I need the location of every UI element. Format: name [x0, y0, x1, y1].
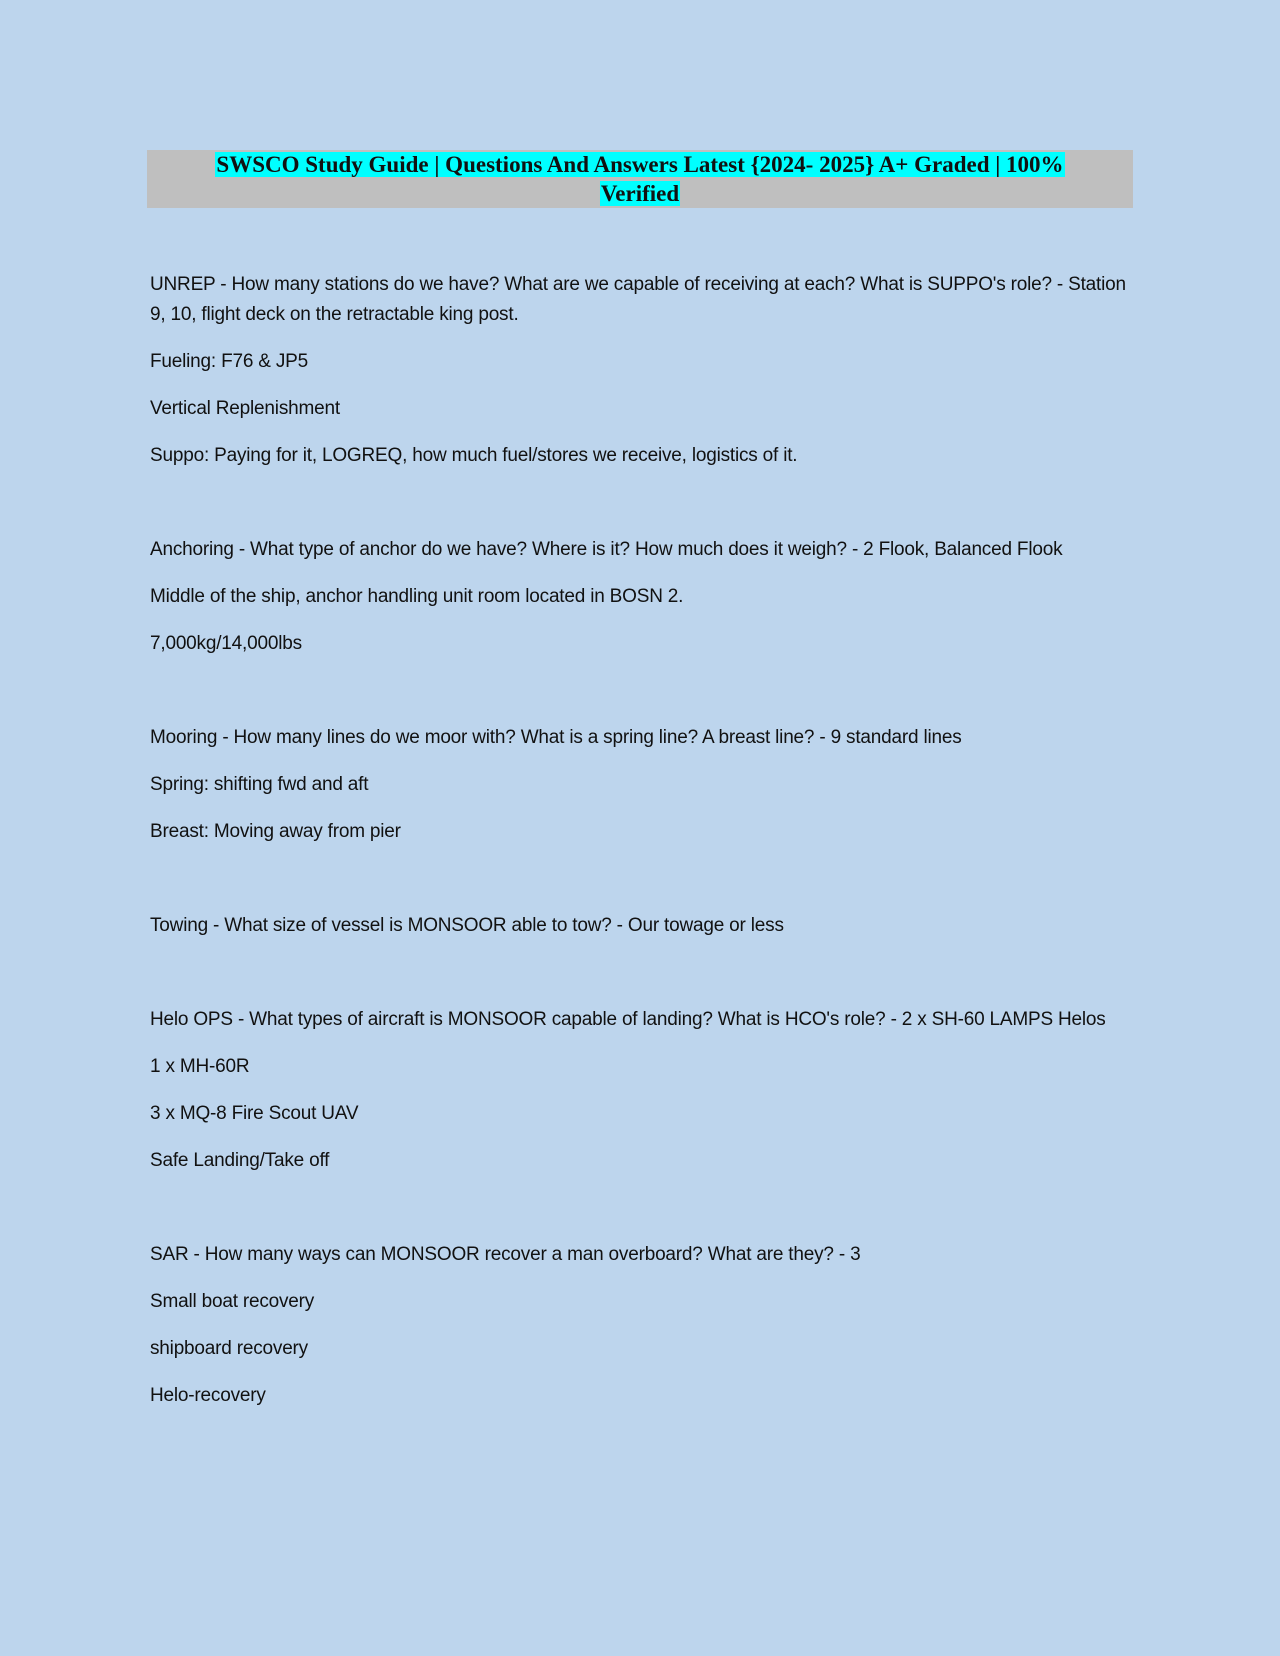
- answer-paragraph: Helo-recovery: [150, 1385, 266, 1406]
- question-paragraph: Anchoring - What type of anchor do we have? Where is it? How much does it weigh? - 2 Flook, Balanced Flook: [150, 539, 1063, 560]
- question-paragraph: Helo OPS - What types of aircraft is MONSOOR capable of landing? What is HCO's role? - 2 x SH-60 LAMPS Helos: [150, 1009, 1106, 1030]
- answer-paragraph: Spring: shifting fwd and aft: [150, 774, 369, 795]
- answer-paragraph: Fueling: F76 & JP5: [150, 351, 308, 372]
- answer-paragraph: Safe Landing/Take off: [150, 1150, 330, 1171]
- answer-paragraph: shipboard recovery: [150, 1338, 308, 1359]
- answer-paragraph: 3 x MQ-8 Fire Scout UAV: [150, 1103, 359, 1124]
- section-mooring: [150, 723, 1130, 847]
- section-towing: [150, 911, 1130, 941]
- question-paragraph: UNREP - How many stations do we have? What are we capable of receiving at each? What is SUPPO's role? - Station 9, 10, flight deck on the retractable king post.: [150, 274, 1126, 325]
- document-title-band: [147, 150, 1133, 208]
- answer-paragraph: Small boat recovery: [150, 1291, 315, 1312]
- document-title-line-2: Verified: [600, 181, 680, 206]
- document-title-line-1: SWSCO Study Guide | Questions And Answers Latest {2024- 2025} A+ Graded | 100%: [216, 152, 1064, 177]
- section-helo-ops: [150, 1005, 1130, 1176]
- question-paragraph: Towing - What size of vessel is MONSOOR able to tow? - Our towage or less: [150, 915, 784, 936]
- question-paragraph: SAR - How many ways can MONSOOR recover a man overboard? What are they? - 3: [150, 1244, 861, 1265]
- question-paragraph: Mooring - How many lines do we moor with? What is a spring line? A breast line? - 9 standard lines: [150, 727, 962, 748]
- answer-paragraph: Suppo: Paying for it, LOGREQ, how much fuel/stores we receive, logistics of it.: [150, 445, 798, 466]
- section-anchoring: [150, 535, 1130, 659]
- answer-paragraph: Vertical Replenishment: [150, 398, 340, 419]
- answer-paragraph: 7,000kg/14,000lbs: [150, 633, 302, 654]
- answer-paragraph: Middle of the ship, anchor handling unit room located in BOSN 2.: [150, 586, 684, 607]
- answer-paragraph: Breast: Moving away from pier: [150, 821, 401, 842]
- document-body: [150, 270, 1130, 1428]
- section-sar: [150, 1240, 1130, 1411]
- answer-paragraph: 1 x MH-60R: [150, 1056, 250, 1077]
- section-unrep: [150, 270, 1130, 471]
